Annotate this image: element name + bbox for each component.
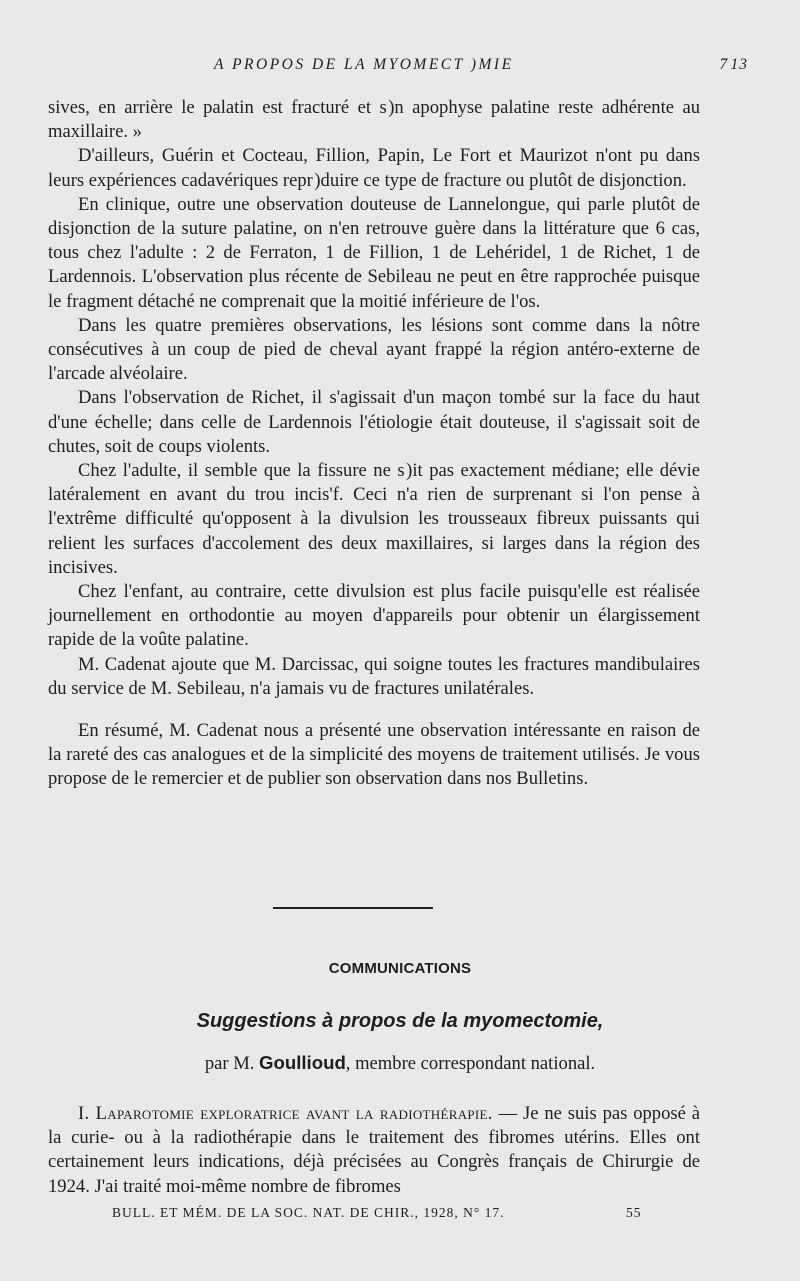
subsection-heading: I. Laparotomie exploratrice avant la radiothérapie. (78, 1103, 493, 1124)
paragraph: M. Cadenat ajoute que M. Darcissac, qui soigne toutes les fractures mandibulaires du service de M. Sebileau, n'a jamais vu de fractures unilatérales. (48, 653, 700, 699)
paragraph: Dans les quatre premières observations, les lésions sont comme dans la nôtre consécutives à un coup de pied de cheval ayant frappé la région antéro-externe de l'arcade alvéolaire. (48, 314, 700, 385)
paragraph: D'ailleurs, Guérin et Cocteau, Fillion, Papin, Le Fort et Maurizot n'ont pu dans leurs expériences cadavériques repr )duire ce type de fracture ou plutôt de disjonction. (48, 145, 700, 191)
author-name: Goullioud (259, 1052, 346, 1073)
byline-suffix: , membre correspondant national. (345, 1053, 596, 1074)
paragraph-conclusion: En résumé, M. Cadenat nous a présenté une observation intéressante en raison de la rareté des cas analogues et de la simplicité des moyens de traitement utilisés. Je vous propose de le remercier et de publier son observation dans nos Bulletins. (48, 720, 700, 790)
paragraph: Chez l'enfant, au contraire, cette divulsion est plus facile puisqu'elle est réalisée journellement en orthodontie au moyen d'appareils pour obtenir un élargissement rapide de la voûte palatine. (48, 581, 700, 651)
paragraph: Dans l'observation de Richet, il s'agissait d'un maçon tombé sur la face du haut d'une échelle; dans celle de Lardennois l'étiologie était douteuse, il s'agissait soit de chutes, soit de coups violents. (48, 387, 700, 457)
paragraph: En clinique, outre une observation douteuse de Lannelongue, qui parle plutôt de disjonction de la suture palatine, on n'en retrouve guère dans la littérature que 6 cas, tous chez l'adulte : 2 de Ferraton, 1 de Fillion, 1 de Lehéridel, 1 de Richet, 1 de Lardennois. L'observation plus récente de Sebileau ne peut en être rapprochée puisque le fragment détaché ne comprenait que la moitié inférieure de l'os. (48, 193, 700, 312)
report-body (48, 96, 700, 792)
paragraph: Chez l'adulte, il semble que la fissure ne s )it pas exactement médiane; elle dévie latéralement en avant du trou incis'f. Ceci n'a rien de surprenant si l'on pense à l'extrême difficulté qu'opposent à la divulsion les trousseaux fibreux puissants qui relient les surfaces d'accolement des deux maxillaires, si larges dans la région des incisives. (48, 460, 700, 578)
running-head-title: A PROPOS DE LA MYOMECT )MIE (214, 56, 514, 73)
byline-prefix: par M. (204, 1053, 255, 1074)
section-divider (273, 907, 433, 909)
footer-journal: BULL. ET MÉM. DE LA SOC. NAT. DE CHIR., 1928, N° 17. (112, 1205, 505, 1220)
page-number: 7 13 (719, 56, 748, 73)
running-head (0, 56, 800, 80)
paragraph-text: — Je ne suis pas opposé à la curie- ou à la radiothérapie dans le traitement des fibromes utérins. Elles ont certainement leurs indications, déjà précisées au Congrès français de Chirurgie de 1924. J'ai traité moi-même nombre de fibromes (48, 1103, 700, 1197)
article-body (48, 1102, 700, 1199)
section-title: COMMUNICATIONS (328, 960, 472, 977)
paragraph-continuation: sives, en arrière le palatin est fracturé et s )n apophyse palatine reste adhérente au maxillaire. » (48, 97, 700, 143)
article-byline (0, 1052, 800, 1075)
paragraph (48, 1102, 700, 1199)
article-title: Suggestions à propos de la myomectomie, (196, 1010, 604, 1032)
footer-signature: 55 (626, 1205, 642, 1220)
page-footer (0, 1205, 800, 1225)
